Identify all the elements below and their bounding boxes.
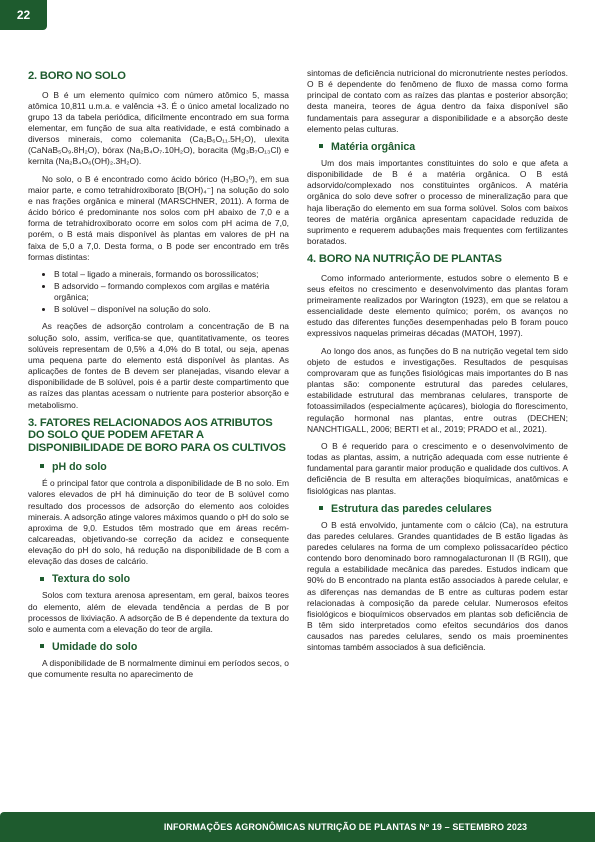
subsection-moisture-paragraph: A disponibilidade de B normalmente diminui em períodos secos, o que comumente resulta no aparecimento de xyxy=(28,658,289,680)
section-2-title: 2. BORO NO SOLO xyxy=(28,70,126,82)
subsection-texture-title: Textura do solo xyxy=(40,573,289,585)
subsection-ph-paragraph: É o principal fator que controla a disponibilidade de B no solo. Em valores elevados de pH há diminuição do teor de B solúvel como resultado dos processos de adsorção do elemento aos coloides minerais. A adsorção atinge valores máximos quando o pH do solo se aproxima de 9,0. Estudos têm mostrado que em áreas recém-calcareadas, objetivando-se correção da acidez e consequente elevação do pH do solo, há redução na disponibilidade de B com a elevação das doses de calcário. xyxy=(28,478,289,567)
square-bullet-icon xyxy=(319,506,323,510)
moisture-paragraph-continued: sintomas de deficiência nutricional do micronutriente nestes períodos. O B é dependente do fenômeno de fluxo de massa como forma principal de contato com as raízes das plantas e posterior absorção; desta maneira, teores de água dentro da faixa disponível são fundamentais para assegurar a disponibilidade e a absorção deste elemento pelas culturas. xyxy=(307,68,568,134)
subsection-texture-paragraph: Solos com textura arenosa apresentam, em geral, baixos teores do elemento, além de elevada tendência a perdas de B por processos de lixiviação. A adsorção de B é dependente da textura do solo e aumenta com a elevação do teor de argila. xyxy=(28,590,289,634)
section-4-paragraph-1: Como informado anteriormente, estudos sobre o elemento B e seus efeitos no crescimento e desenvolvimento das plantas foram primeiramente realizados por Warington (1923), em que se relatou a essencialidade deste elemento químico; porém, os avanços no estudo das diferentes funções desempenhadas pelo B foram pouco expressivos naquelas primeiras décadas (MATOH, 1997). xyxy=(307,272,568,339)
section-4-paragraph-3: O B é requerido para o crescimento e o desenvolvimento de todas as plantas, assim, a nutrição adequada com esse nutriente é fundamental para garantir maior produção e qualidade dos cultivos. A deficiência de B resulta em alterações bioquímicas, anatômicas e fisiológicas nas plantas. xyxy=(307,440,568,496)
page-number: 22 xyxy=(0,0,47,30)
section-4-paragraph-2: Ao longo dos anos, as funções do B na nutrição vegetal tem sido objeto de estudos e investigações. Resultados de pesquisas comprovaram que as funções fisiológicas mais importantes do B nas plantas são: componente estrutural das paredes celulares, estabilidade estrutural das membranas celulares, transporte de fotoassimilados (especialmente açúcares), biologia do florescimento, regulação hormonal nas plantas, entre outras (DECHEN; NANCHTIGALL, 2006; BERTI et al., 2019; PRADO et al., 2021). xyxy=(307,345,568,434)
boron-forms-list xyxy=(28,269,289,316)
section-4-title: 4. BORO NA NUTRIÇÃO DE PLANTAS xyxy=(307,253,502,266)
list-item: • B solúvel – disponível na solução do solo. xyxy=(54,304,289,315)
right-column xyxy=(307,68,568,660)
subsection-ph-title: pH do solo xyxy=(40,461,289,473)
list-item: • B adsorvido – formando complexos com argilas e matéria orgânica; xyxy=(54,281,289,303)
section-3-title: 3. FATORES RELACIONADOS AOS ATRIBUTOS DO SOLO QUE PODEM AFETAR A DISPONIBILIDADE DE BORO PARA OS CULTIVOS xyxy=(28,416,286,454)
square-bullet-icon xyxy=(40,644,44,648)
section-2-paragraph-3: As reações de adsorção controlam a concentração de B na solução solo, assim, verifica-se que, quantitativamente, os teores solúveis representam de 0,5% a 4,0% do B total, ou seja, apenas uma pequena parte do elemento está disponível às plantas. As aplicações de fontes de B devem ser planejadas, visando elevar a disponibilidade de B solúvel, pois é a partir deste compartimento que as raízes das plantas acessam o nutriente para posterior absorção e metabolismo. xyxy=(28,321,289,410)
subsection-organic-matter-title: Matéria orgânica xyxy=(319,141,568,153)
left-column xyxy=(28,66,289,686)
square-bullet-icon xyxy=(319,144,323,148)
subsection-cell-wall-title: Estrutura das paredes celulares xyxy=(319,503,568,515)
footer-text: INFORMAÇÕES AGRONÔMICAS NUTRIÇÃO DE PLANTAS Nº 19 – SETEMBRO 2023 xyxy=(163,822,528,832)
square-bullet-icon xyxy=(40,464,44,468)
footer-bar xyxy=(0,812,595,842)
section-2-paragraph-2: No solo, o B é encontrado como ácido bórico (H₃BO₃⁰), em sua maior parte, e como tetrahidroxiborato [B(OH)₄⁻] na solução do solo e nas frações orgânica e mineral (MARSCHNER, 2011). A forma de ácido bórico é predominante nos solos com pH abaixo de 7,0 e a forma de tetrahidroxiborato ocorre em solos com pH acima de 7,0, porém, o B está mais disponível às plantas em valores de pH na faixa de 5,0 a 7,0. Desta forma, o B pode ser encontrado em três formas distintas: xyxy=(28,173,289,262)
section-2-paragraph-1: O B é um elemento químico com número atômico 5, massa atômica 10,811 u.m.a. e valência +3. É o único ametal localizado no grupo 13 da tabela periódica, dificilmente encontrado em sua forma elementar, em função de sua alta reatividade, e está combinado a diversos minerais, como colemanita (Ca₂B₆O₁₁.5H₂O), ulexita (CaNaB₅O₉.8H₂O), bórax (Na₂B₄O₇.10H₂O), boracita (Mg₃B₇O₁₃Cl) e kernita (Na₂B₄O₆(OH)₂.3H₂O). xyxy=(28,89,289,167)
list-item: • B total – ligado a minerais, formando os borossilicatos; xyxy=(54,269,289,280)
subsection-organic-matter-paragraph: Um dos mais importantes constituintes do solo e que afeta a disponibilidade de B é a matéria orgânica. O B está adsorvido/complexado nos constituintes orgânicos. A matéria orgânica do solo deve sofrer o processo de mineralização para que haja liberação do elemento em sua forma solúvel. Solos com baixos teores de matéria orgânica apresentam capacidade reduzida de suprimento e requerem adubações mais frequentes com fertilizantes boratados. xyxy=(307,157,568,247)
subsection-moisture-title: Umidade do solo xyxy=(40,641,289,653)
subsection-cell-wall-paragraph: O B está envolvido, juntamente com o cálcio (Ca), na estrutura das paredes celulares. Grandes quantidades de B estão ligadas às paredes celulares na forma de um complexo polissacarídeo péctico contendo boro denominado boro ramnogalacturonan II (B RGII), que regula a estabilidade mecânica das paredes. Estudos indicam que 90% do B encontrado na planta estão associados à parede celular, e as diferenças nas demandas de B entre as culturas podem estar relacionadas à composição da parede celular. Numerosos efeitos fisiológicos e bioquímicos observados em plantas sob deficiência de B têm sido interpretados como efeitos secundários dos danos causados nas paredes celulares, sendo os mais proeminentes sintomas também associados à sua deficiência. xyxy=(307,519,568,653)
square-bullet-icon xyxy=(40,577,44,581)
